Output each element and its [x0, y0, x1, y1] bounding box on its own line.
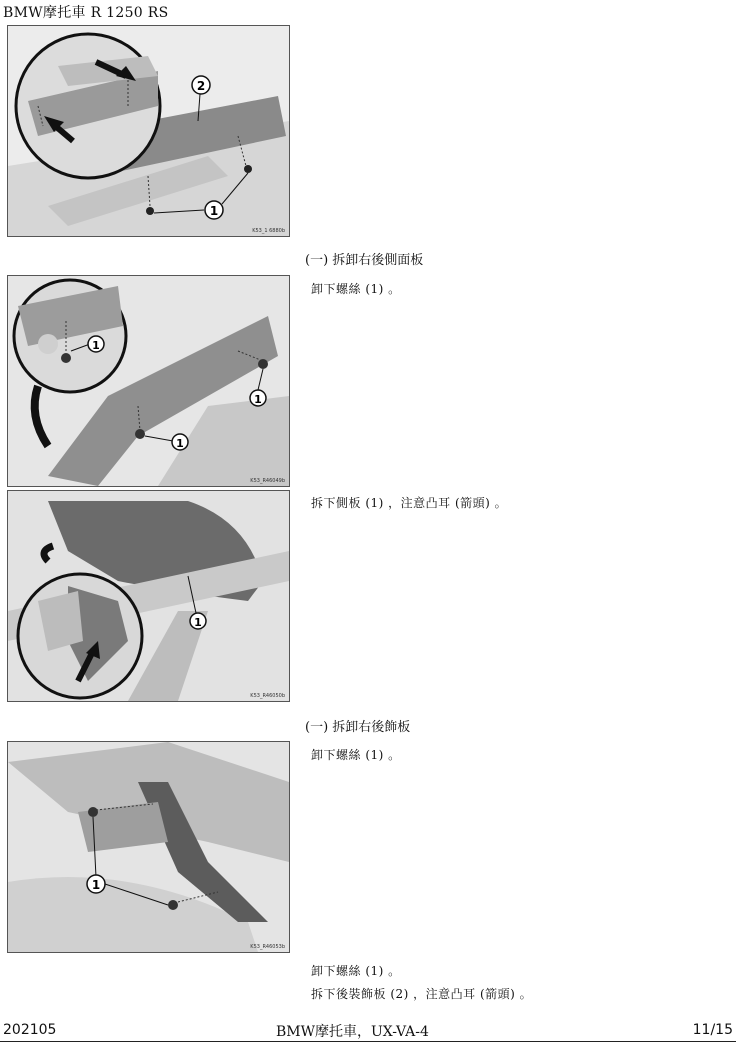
side-panel-removal-illustration	[8, 491, 289, 701]
figure-code: K53_R46050b	[250, 693, 285, 699]
document-title: BMW摩托車 R 1250 RS	[3, 5, 169, 21]
step-remove-rear-trim: 拆下後裝飾板 (2) ，注意凸耳 (箭頭) 。	[311, 987, 533, 1001]
figure-side-panel-removal	[7, 490, 290, 702]
step-remove-screws-2: 卸下螺絲 (1) 。	[311, 748, 401, 762]
callout-1b-label: 1	[176, 437, 184, 450]
step-remove-screws-3: 卸下螺絲 (1) 。	[311, 964, 401, 978]
figure-code: K53_1 6880b	[252, 228, 285, 234]
footer-page-number: 11/15	[692, 1022, 733, 1038]
step-remove-screws: 卸下螺絲 (1) 。	[311, 282, 401, 296]
footer-date-code: 202105	[3, 1022, 57, 1038]
step-remove-side-panel: 拆下側板 (1) ，注意凸耳 (箭頭) 。	[311, 496, 508, 510]
figure-code: K53_R46049b	[250, 478, 285, 484]
rear-trim-illustration	[8, 26, 289, 236]
footer-divider	[0, 1041, 736, 1042]
side-panel-screws-illustration	[8, 276, 289, 486]
footer-document-id: BMW摩托車，UX-VA-4	[276, 1024, 429, 1040]
callout-1-label: 1	[194, 616, 202, 629]
callout-1-label: 1	[91, 878, 101, 892]
callout-1c-label: 1	[254, 393, 262, 406]
section-heading-rear-trim: (一) 拆卸右後飾板	[305, 720, 411, 735]
section-heading-side-panel: (一) 拆卸右後側面板	[305, 253, 424, 268]
rear-trim-screws-illustration	[8, 742, 289, 952]
figure-rear-trim-overview	[7, 25, 290, 237]
callout-1-label: 1	[92, 339, 100, 352]
callout-1-label: 1	[209, 204, 219, 218]
callout-2-label: 2	[196, 79, 206, 93]
figure-code: K53_R46053b	[250, 944, 285, 950]
figure-side-panel-screws	[7, 275, 290, 487]
figure-rear-trim-screws	[7, 741, 290, 953]
